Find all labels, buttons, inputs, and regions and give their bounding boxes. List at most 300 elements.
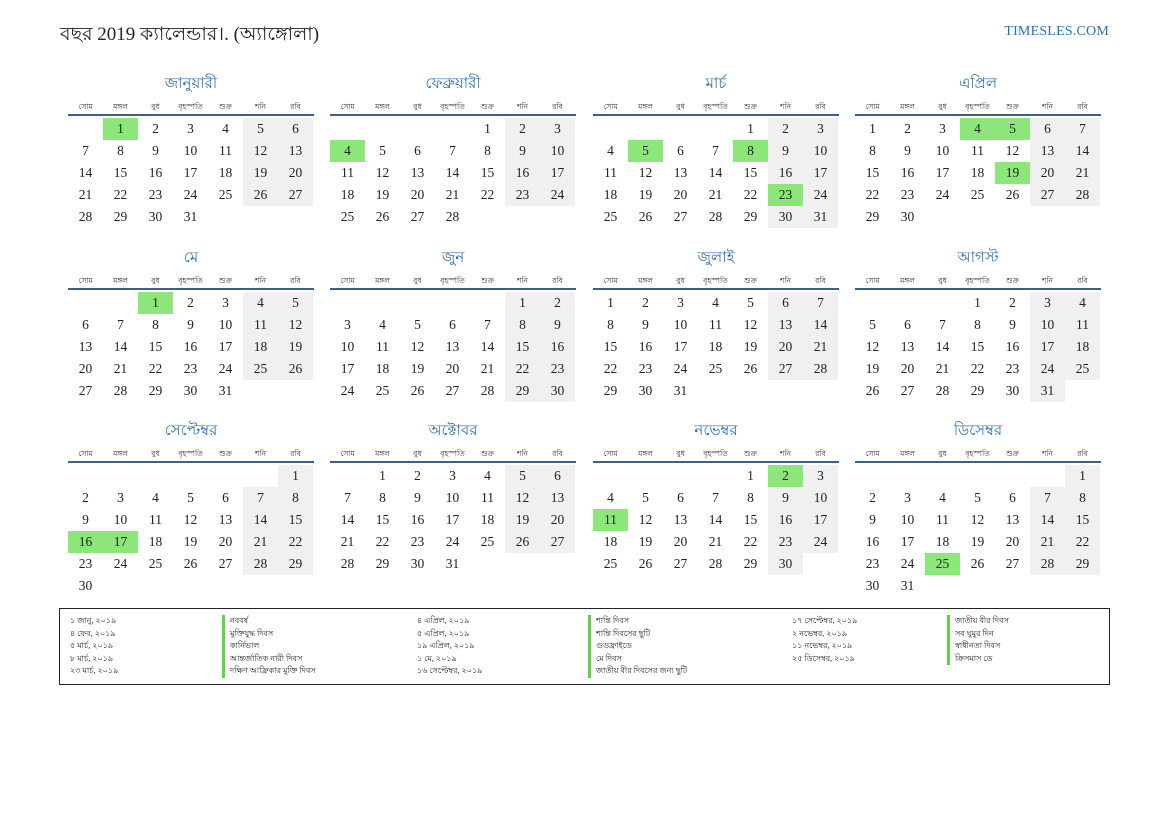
day-grid	[330, 118, 575, 228]
day-cell: 13	[1030, 140, 1065, 162]
weekday-label: শুক্র	[744, 102, 757, 111]
day-cell: 30	[768, 553, 803, 575]
holiday-day-cell: 17	[103, 531, 138, 553]
holiday-date: ১ মে, ২০১৯	[417, 653, 457, 663]
month-calendar	[68, 248, 314, 402]
weekday-label: শুক্র	[744, 449, 757, 458]
day-cell: 24	[113, 556, 128, 571]
day-cell: 27	[278, 184, 313, 206]
day-cell: 2	[768, 118, 803, 140]
day-cell: 10	[540, 140, 575, 162]
day-cell: 5	[974, 490, 981, 505]
day-cell: 10	[340, 339, 355, 354]
month-calendar	[330, 248, 576, 402]
weekday-label: শনি	[1041, 449, 1054, 458]
weekday-label: বুধ	[676, 449, 685, 458]
day-cell: 9	[187, 317, 194, 332]
holiday-date: ১৯ এপ্রিল, ২০১৯	[417, 641, 475, 650]
day-cell: 30	[540, 380, 575, 402]
empty-cell	[103, 465, 138, 487]
day-cell: 30	[768, 206, 803, 228]
weekday-label: রবি	[290, 276, 301, 285]
day-cell: 11	[936, 512, 949, 527]
day-cell: 19	[743, 339, 758, 354]
day-cell: 2	[1009, 295, 1016, 310]
page-title: বছর 2019 ক্যালেন্ডার।. (অ্যাঙ্গোলা)	[60, 24, 320, 45]
day-cell: 13	[1005, 512, 1020, 527]
weekday-label: সোম	[603, 102, 618, 111]
day-cell: 12	[638, 512, 653, 527]
day-cell: 15	[603, 339, 618, 354]
empty-cell	[960, 465, 995, 487]
weekday-label: মঙ্গল	[900, 449, 915, 458]
weekday-label: রবি	[552, 449, 563, 458]
day-cell: 14	[1065, 140, 1100, 162]
site-link[interactable]: TIMESLES.COM	[1004, 24, 1109, 39]
day-cell: 13	[410, 165, 425, 180]
day-cell: 31	[1030, 380, 1065, 402]
weekday-label: মঙ্গল	[638, 102, 653, 111]
day-cell: 16	[183, 339, 198, 354]
day-cell: 13	[278, 140, 313, 162]
holiday-day-cell: 4	[960, 118, 995, 140]
weekday-header	[330, 448, 576, 463]
day-cell: 30	[638, 383, 653, 398]
day-cell: 21	[708, 187, 723, 202]
day-cell: 17	[803, 162, 838, 184]
weekday-label: বুধ	[151, 276, 160, 285]
day-cell: 17	[673, 339, 688, 354]
day-cell: 25	[243, 358, 278, 380]
day-grid	[855, 292, 1100, 402]
day-cell: 20	[768, 336, 803, 358]
month-name: জুলাই	[697, 250, 735, 266]
day-cell: 1	[505, 292, 540, 314]
day-cell: 18	[243, 336, 278, 358]
holiday-day-cell: 1	[103, 118, 138, 140]
weekday-label: মঙ্গল	[900, 276, 915, 285]
weekday-label: সোম	[340, 276, 355, 285]
day-cell: 26	[505, 531, 540, 553]
day-cell: 11	[971, 143, 984, 158]
day-cell: 5	[869, 317, 876, 332]
day-cell: 28	[1065, 184, 1100, 206]
day-cell: 15	[505, 336, 540, 358]
day-grid	[855, 465, 1100, 597]
holiday-day-cell: 25	[925, 553, 960, 575]
day-cell: 13	[218, 512, 233, 527]
day-cell: 31	[445, 556, 460, 571]
day-cell: 4	[484, 468, 491, 483]
weekday-label: সোম	[865, 449, 880, 458]
day-cell: 17	[1030, 336, 1065, 358]
day-cell: 22	[375, 534, 390, 549]
day-cell: 3	[222, 295, 229, 310]
weekday-label: বুধ	[413, 449, 422, 458]
day-cell: 2	[505, 118, 540, 140]
day-cell: 2	[152, 121, 159, 136]
weekday-label: মঙ্গল	[375, 276, 390, 285]
day-cell: 25	[603, 209, 618, 224]
day-cell: 11	[481, 490, 494, 505]
empty-cell	[435, 292, 470, 314]
weekday-label: সোম	[340, 102, 355, 111]
day-cell: 12	[865, 339, 880, 354]
weekday-label: মঙ্গল	[375, 102, 390, 111]
weekday-label: মঙ্গল	[900, 102, 915, 111]
empty-cell	[365, 292, 400, 314]
holiday-dates-column	[792, 615, 857, 665]
weekday-label: বুধ	[413, 276, 422, 285]
day-cell: 10	[183, 143, 198, 158]
holiday-date: ৮ মার্চ, ২০১৯	[70, 653, 114, 663]
day-cell: 2	[540, 292, 575, 314]
day-cell: 29	[743, 209, 758, 224]
weekday-label: সোম	[78, 102, 93, 111]
day-cell: 13	[78, 339, 93, 354]
day-cell: 20	[78, 361, 93, 376]
day-cell: 16	[768, 162, 803, 184]
day-cell: 14	[1030, 509, 1065, 531]
day-cell: 12	[970, 512, 985, 527]
day-cell: 22	[1065, 531, 1100, 553]
day-cell: 17	[445, 512, 460, 527]
day-cell: 22	[148, 361, 163, 376]
day-cell: 7	[1030, 487, 1065, 509]
day-cell: 9	[869, 512, 876, 527]
day-cell: 23	[78, 556, 93, 571]
day-cell: 15	[743, 512, 758, 527]
weekday-label: শনি	[254, 449, 267, 458]
day-cell: 23	[540, 358, 575, 380]
day-cell: 2	[414, 468, 421, 483]
day-cell: 15	[148, 339, 163, 354]
day-cell: 29	[970, 383, 985, 398]
empty-cell	[698, 118, 733, 140]
day-cell: 14	[708, 512, 723, 527]
empty-cell	[435, 118, 470, 140]
holiday-name: জাতীয় বীর দিবস	[947, 615, 1009, 628]
holiday-list	[59, 608, 1110, 685]
day-cell: 7	[712, 143, 719, 158]
day-cell: 3	[449, 468, 456, 483]
day-cell: 1	[747, 121, 754, 136]
day-cell: 29	[278, 553, 313, 575]
day-cell: 17	[183, 165, 198, 180]
day-cell: 17	[540, 162, 575, 184]
weekday-header	[593, 275, 839, 290]
day-cell: 29	[743, 556, 758, 571]
weekday-header	[593, 101, 839, 116]
day-cell: 9	[1009, 317, 1016, 332]
weekday-label: মঙ্গল	[113, 102, 128, 111]
day-cell: 7	[449, 143, 456, 158]
day-cell: 13	[900, 339, 915, 354]
weekday-label: বুধ	[938, 102, 947, 111]
weekday-label: শুক্র	[219, 102, 232, 111]
day-cell: 24	[803, 184, 838, 206]
day-cell: 8	[484, 143, 491, 158]
holiday-dates-column	[417, 615, 482, 678]
day-cell: 15	[375, 512, 390, 527]
day-cell: 13	[768, 314, 803, 336]
month-name: নভেম্বর	[694, 423, 738, 439]
day-cell: 9	[414, 490, 421, 505]
day-grid	[593, 465, 838, 575]
holiday-name: জাতীয় বীর দিবসের জন্য ছুটি	[588, 665, 687, 678]
day-cell: 27	[673, 556, 688, 571]
month-calendar	[68, 74, 314, 228]
weekday-label: রবি	[1077, 449, 1088, 458]
day-cell: 24	[183, 187, 198, 202]
day-cell: 11	[243, 314, 278, 336]
day-grid	[593, 118, 838, 228]
empty-cell	[173, 465, 208, 487]
weekday-label: রবি	[1077, 102, 1088, 111]
day-cell: 17	[803, 509, 838, 531]
day-cell: 12	[1005, 143, 1020, 158]
day-cell: 1	[379, 468, 386, 483]
day-cell: 3	[344, 317, 351, 332]
day-cell: 11	[604, 165, 617, 180]
day-cell: 26	[1005, 187, 1020, 202]
empty-cell	[855, 292, 890, 314]
holiday-name: শান্তি দিবসের ছুটি	[588, 628, 687, 641]
day-cell: 15	[865, 165, 880, 180]
weekday-label: মঙ্গল	[113, 276, 128, 285]
day-cell: 25	[340, 209, 355, 224]
day-cell: 11	[1065, 314, 1100, 336]
holiday-day-cell: 8	[733, 140, 768, 162]
day-cell: 26	[278, 358, 313, 380]
empty-cell	[330, 465, 365, 487]
day-cell: 21	[78, 187, 93, 202]
day-cell: 23	[900, 187, 915, 202]
month-calendar	[593, 421, 839, 575]
month-name: মে	[183, 250, 199, 266]
day-cell: 30	[148, 209, 163, 224]
weekday-label: বুধ	[151, 449, 160, 458]
day-cell: 10	[803, 487, 838, 509]
day-cell: 10	[900, 512, 915, 527]
day-cell: 22	[743, 534, 758, 549]
holiday-day-cell: 4	[330, 140, 365, 162]
day-grid	[855, 118, 1100, 228]
day-cell: 17	[340, 361, 355, 376]
day-cell: 15	[278, 509, 313, 531]
day-cell: 27	[1005, 556, 1020, 571]
day-cell: 8	[869, 143, 876, 158]
day-cell: 22	[113, 187, 128, 202]
weekday-header	[330, 275, 576, 290]
month-name: এপ্রিল	[958, 76, 998, 92]
day-cell: 18	[480, 512, 495, 527]
weekday-label: শনি	[1041, 102, 1054, 111]
day-cell: 19	[638, 187, 653, 202]
day-cell: 16	[540, 336, 575, 358]
holiday-date: ১১ নভেম্বর, ২০১৯	[792, 641, 853, 650]
day-cell: 13	[540, 487, 575, 509]
day-cell: 8	[152, 317, 159, 332]
day-cell: 25	[218, 187, 233, 202]
day-cell: 22	[970, 361, 985, 376]
day-grid	[330, 465, 575, 575]
day-cell: 1	[278, 465, 313, 487]
day-cell: 4	[1065, 292, 1100, 314]
day-cell: 8	[117, 143, 124, 158]
day-cell: 19	[505, 509, 540, 531]
day-cell: 7	[243, 487, 278, 509]
day-cell: 29	[113, 209, 128, 224]
day-cell: 18	[935, 534, 950, 549]
day-cell: 24	[1030, 358, 1065, 380]
day-cell: 26	[375, 209, 390, 224]
day-cell: 16	[505, 162, 540, 184]
day-cell: 9	[82, 512, 89, 527]
day-cell: 18	[218, 165, 233, 180]
day-cell: 30	[78, 578, 93, 593]
day-cell: 19	[375, 187, 390, 202]
day-cell: 14	[445, 165, 460, 180]
day-cell: 27	[540, 531, 575, 553]
day-cell: 18	[603, 187, 618, 202]
day-cell: 25	[148, 556, 163, 571]
holiday-day-cell: 19	[995, 162, 1030, 184]
weekday-label: শুক্র	[219, 449, 232, 458]
empty-cell	[400, 292, 435, 314]
month-name: ডিসেম্বর	[953, 423, 1003, 439]
empty-cell	[243, 465, 278, 487]
day-cell: 14	[480, 339, 495, 354]
weekday-label: শুক্র	[481, 276, 494, 285]
holiday-name: আন্তর্জাতিক নারী দিবস	[222, 653, 316, 666]
day-cell: 21	[340, 534, 355, 549]
weekday-label: রবি	[552, 102, 563, 111]
day-cell: 28	[708, 556, 723, 571]
day-cell: 20	[673, 534, 688, 549]
holiday-date: ৪ এপ্রিল, ২০১৯	[417, 616, 470, 625]
day-cell: 10	[803, 140, 838, 162]
day-cell: 8	[505, 314, 540, 336]
empty-cell	[925, 292, 960, 314]
empty-cell	[855, 465, 890, 487]
day-cell: 27	[410, 209, 425, 224]
day-cell: 24	[340, 383, 355, 398]
month-name: জানুয়ারী	[164, 76, 218, 92]
holiday-day-cell: 1	[138, 292, 173, 314]
holiday-name: স্বাধীনতা দিবস	[947, 640, 1009, 653]
holiday-date: ২৫ ডিসেম্বর, ২০১৯	[792, 653, 855, 663]
day-cell: 3	[939, 121, 946, 136]
weekday-label: শুক্র	[219, 276, 232, 285]
day-cell: 2	[187, 295, 194, 310]
day-cell: 8	[379, 490, 386, 505]
day-cell: 14	[708, 165, 723, 180]
day-cell: 21	[803, 336, 838, 358]
holiday-date: ২৩ মার্চ, ২০১৯	[70, 666, 119, 675]
day-cell: 25	[603, 556, 618, 571]
month-calendar	[855, 248, 1101, 402]
day-cell: 28	[708, 209, 723, 224]
day-cell: 6	[540, 465, 575, 487]
day-cell: 29	[865, 209, 880, 224]
day-cell: 20	[900, 361, 915, 376]
day-cell: 8	[607, 317, 614, 332]
weekday-label: রবি	[290, 449, 301, 458]
empty-cell	[400, 118, 435, 140]
day-cell: 5	[414, 317, 421, 332]
empty-cell	[1030, 465, 1065, 487]
day-cell: 2	[642, 295, 649, 310]
day-cell: 30	[410, 556, 425, 571]
day-cell: 22	[278, 531, 313, 553]
day-cell: 5	[642, 490, 649, 505]
day-cell: 28	[113, 383, 128, 398]
holiday-name: কার্নিভাল	[222, 640, 316, 653]
day-cell: 23	[768, 531, 803, 553]
month-calendar	[855, 421, 1101, 597]
weekday-label: শুক্র	[481, 102, 494, 111]
day-cell: 30	[183, 383, 198, 398]
weekday-header	[68, 101, 314, 116]
day-cell: 6	[1009, 490, 1016, 505]
day-cell: 10	[673, 317, 688, 332]
weekday-label: বুধ	[938, 449, 947, 458]
day-cell: 26	[243, 184, 278, 206]
day-cell: 19	[410, 361, 425, 376]
day-cell: 4	[607, 490, 614, 505]
day-cell: 20	[278, 162, 313, 184]
day-cell: 28	[480, 383, 495, 398]
empty-cell	[470, 292, 505, 314]
day-cell: 6	[1030, 118, 1065, 140]
day-grid	[68, 118, 313, 228]
day-cell: 12	[183, 512, 198, 527]
day-cell: 20	[540, 509, 575, 531]
day-cell: 28	[78, 209, 93, 224]
holiday-date: ১৭ সেপ্টেম্বর, ২০১৯	[792, 616, 858, 625]
day-cell: 14	[935, 339, 950, 354]
weekday-header	[855, 101, 1101, 116]
months-grid	[68, 74, 1102, 604]
day-cell: 29	[148, 383, 163, 398]
day-cell: 5	[747, 295, 754, 310]
day-cell: 23	[505, 184, 540, 206]
day-cell: 1	[869, 121, 876, 136]
day-cell: 22	[603, 361, 618, 376]
day-cell: 20	[673, 187, 688, 202]
weekday-label: শুক্র	[1006, 102, 1019, 111]
day-cell: 21	[708, 534, 723, 549]
month-name: ফেব্রুয়ারী	[425, 76, 481, 92]
empty-cell	[330, 292, 365, 314]
day-cell: 6	[768, 292, 803, 314]
month-calendar	[593, 248, 839, 402]
day-cell: 23	[638, 361, 653, 376]
weekday-label: বৃহস্পতি	[178, 276, 203, 285]
day-grid	[593, 292, 838, 402]
holiday-date: ২ নভেম্বর, ২০১৯	[792, 628, 848, 638]
day-cell: 19	[278, 336, 313, 358]
day-cell: 18	[970, 165, 985, 180]
day-cell: 14	[803, 314, 838, 336]
day-cell: 28	[803, 358, 838, 380]
weekday-label: বুধ	[151, 102, 160, 111]
day-cell: 22	[743, 187, 758, 202]
day-cell: 7	[484, 317, 491, 332]
day-cell: 11	[341, 165, 354, 180]
empty-cell	[330, 118, 365, 140]
